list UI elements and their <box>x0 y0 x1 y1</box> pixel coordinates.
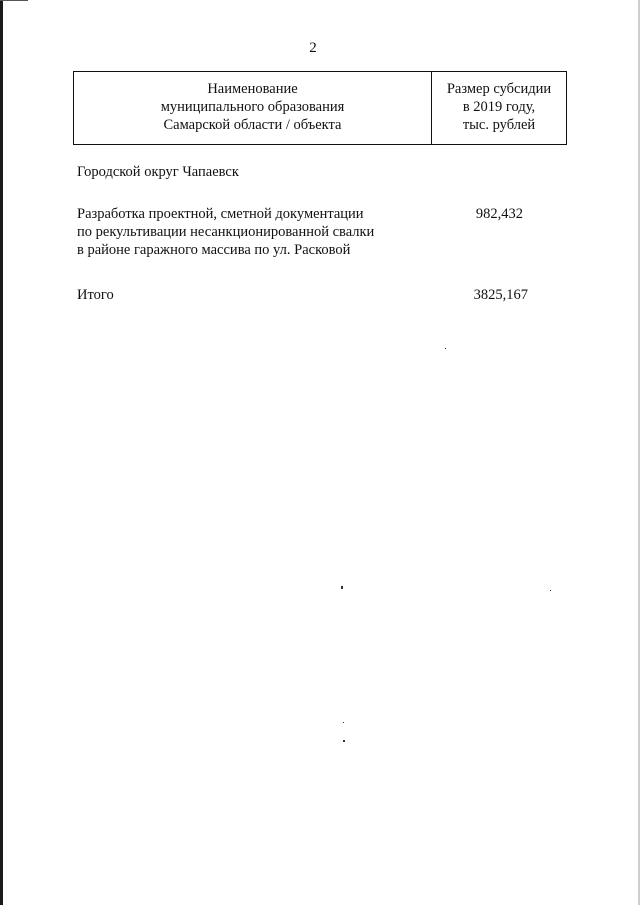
header-table <box>73 71 567 145</box>
total-label: Итого <box>77 287 114 303</box>
scan-edge-top <box>0 0 28 1</box>
scan-edge-left <box>0 0 3 905</box>
scan-speck <box>343 722 344 723</box>
header-name-line-2: муниципального образования <box>160 99 345 115</box>
header-amount-line-1: Размер субсидии <box>446 81 552 97</box>
project-line-3: в районе гаражного массива по ул. Расковой <box>77 242 351 258</box>
municipality-name: Городской округ Чапаевск <box>77 164 239 180</box>
scan-speck <box>343 740 345 742</box>
page-number: 2 <box>309 40 317 56</box>
scan-speck <box>445 348 446 349</box>
header-name-line-1: Наименование <box>207 81 298 97</box>
project-description <box>77 205 374 259</box>
header-amount-line-3: тыс. рублей <box>462 117 536 133</box>
header-name-line-3: Самарской области / объекта <box>163 117 342 133</box>
header-name-cell <box>74 72 432 144</box>
project-line-2: по рекультивации несанкционированной свалки <box>77 224 375 240</box>
header-amount-cell <box>432 72 566 144</box>
total-value: 3825,167 <box>473 287 528 303</box>
project-subsidy-value: 982,432 <box>475 206 523 222</box>
header-amount-line-2: в 2019 году, <box>462 99 536 115</box>
scan-speck <box>550 590 551 591</box>
project-line-1: Разработка проектной, сметной документации <box>77 206 364 222</box>
scan-speck <box>341 586 343 589</box>
